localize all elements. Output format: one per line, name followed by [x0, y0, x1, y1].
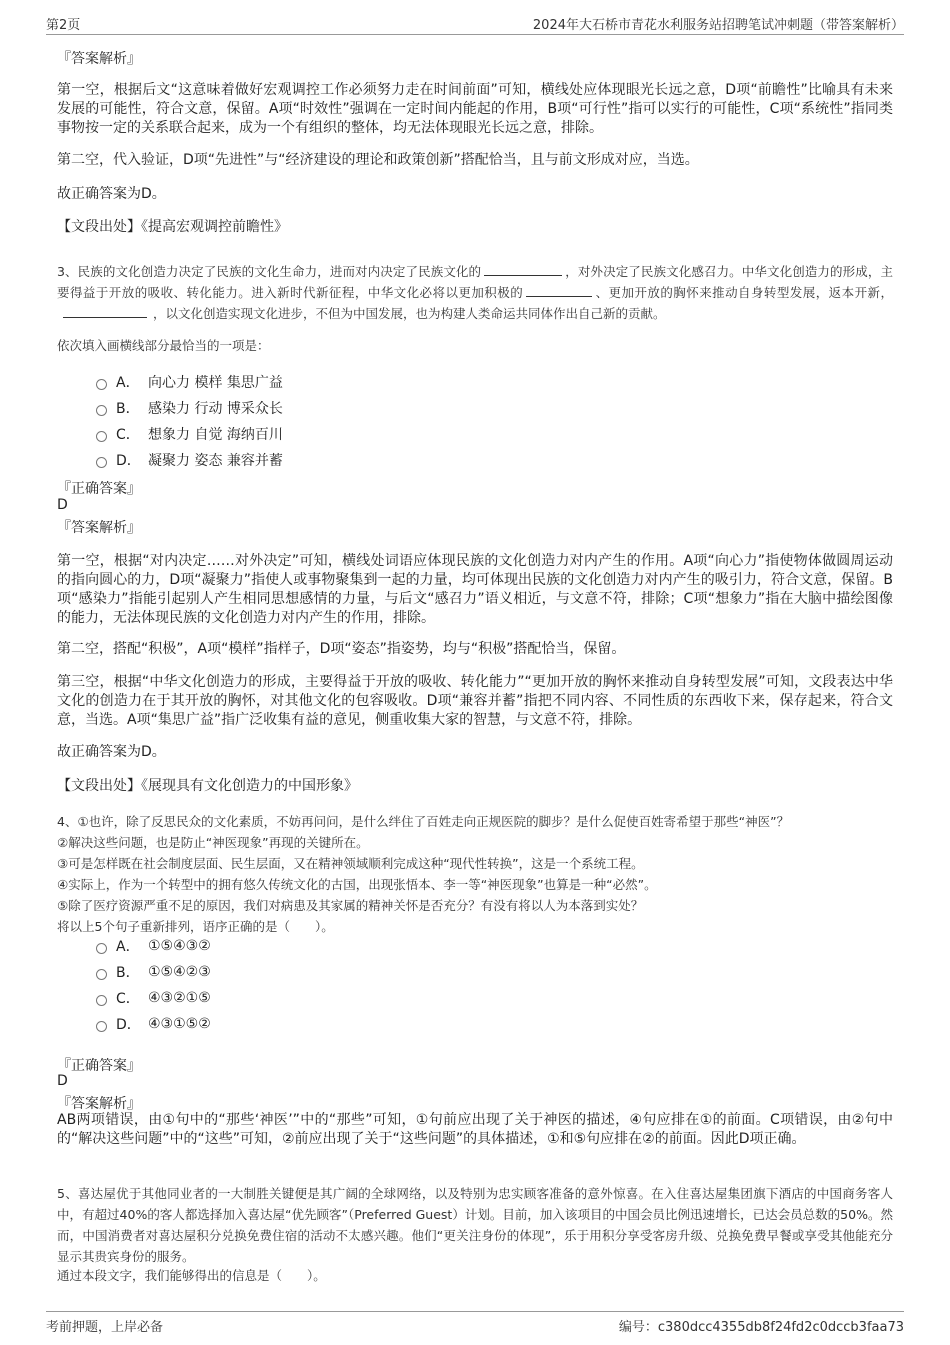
q3-answer: D: [57, 497, 68, 513]
q4-option-d[interactable]: D． ④③①⑤②: [96, 1014, 211, 1034]
blank-1: [484, 275, 562, 276]
q3-prompt: 依次填入画横线部分最恰当的一项是：: [57, 338, 270, 353]
q4-answer-label: 『正确答案』: [57, 1058, 141, 1074]
q4-option-c[interactable]: C． ④③②①⑤: [96, 988, 211, 1008]
q3-answer-label: 『正确答案』: [57, 481, 141, 497]
q3-option-b[interactable]: B． 感染力 行动 博采众长: [96, 398, 283, 418]
q3-analysis-p2: 第二空，搭配“积极”，A项“模样”指样子，D项“姿态”指姿势，均与“积极”搭配恰当，保留。: [57, 641, 626, 657]
q3-analysis-p1: 第一空，根据“对内决定……对外决定”可知，横线处词语应体现民族的文化创造力对内产生的作用。A项“向心力”指使物体做圆周运动的指向圆心的力，D项“凝聚力”指使人或事物聚集到一起的力量，均可体现出民族的文化创造力对内产生的吸引力，符合文意，保留。B项“感染力”指能引起别人产生相同思想感情的力量，与后文“感召力”语义相近，与文意不符，排除；C项“想象力”指在大脑中描绘图像的能力，无法体现民族的文化创造力对内产生的作用，排除。: [57, 553, 893, 626]
q2-analysis-p1: 第一空，根据后文“这意味着做好宏观调控工作必须努力走在时间前面”可知，横线处应体现眼光长远之意，D项“前瞻性”比喻具有未来发展的可能性，符合文意，保留。A项“时效性”强调在一定时间内能起的作用，B项“可行性”指可以实行的可能性，C项“系统性”指同类事物按一定的关系联合起来，成为一个有组织的整体，均无法体现眼光长远之意，排除。: [57, 82, 893, 136]
q4-analysis-label: 『答案解析』: [57, 1096, 141, 1112]
q3-analysis-p4: 故正确答案为D。: [57, 744, 166, 760]
blank-2: [526, 296, 592, 297]
q3-option-c[interactable]: C． 想象力 自觉 海纳百川: [96, 424, 283, 444]
q3-stem: 3、民族的文化创造力决定了民族的文化生命力，进而对内决定了民族文化的 ，对外决定了民族文化感召力。中华文化创造力的形成，主要得益于开放的吸收、转化能力。进入新时代新征程，中华文化必将以更加积极的 、更加开放的胸怀来推动自身转型发展，返本开新，，以文化创造实现文化进步，不但为中国发展，也为构建人类命运共同体作出自己新的贡献。: [57, 264, 893, 321]
radio-icon[interactable]: [96, 379, 107, 390]
q3-option-d[interactable]: D． 凝聚力 姿态 兼容并蓄: [96, 450, 283, 470]
page-header: [46, 12, 904, 35]
radio-icon[interactable]: [96, 995, 107, 1006]
blank-3: [63, 317, 147, 318]
q5-stem: 5、喜达屋优于其他同业者的一大制胜关键便是其广阔的全球网络，以及特别为忠实顾客准备的意外惊喜。在入住喜达屋集团旗下酒店的中国商务客人中，有超过40%的客人都选择加入喜达屋“优先顾客”（Preferred Guest）计划。目前，加入该项目的中国会员比例迅速增长，已达会员总数的50%。然而，中国消费者对喜达屋积分兑换免费住宿的活动不太感兴趣。他们“更关注身份的体现”，乐于用积分享受客房升级、兑换免费早餐或享受其他能充分显示其贵宾身份的服务。: [57, 1186, 893, 1264]
q2-analysis-p2: 第二空，代入验证，D项“先进性”与“经济建设的理论和政策创新”搭配恰当，且与前文形成对应，当选。: [57, 152, 699, 168]
q3-analysis-p3: 第三空，根据“中华文化创造力的形成，主要得益于开放的吸收、转化能力”“更加开放的胸怀来推动自身转型发展”可知，文段表达中华文化的创造力在于其开放的胸怀，对其他文化的包容吸收。D项“兼容并蓄”指把不同内容、不同性质的东西收下来，保存起来，符合文意，当选。A项“集思广益”指广泛收集有益的意见，侧重收集大家的智慧，与文意不符，排除。: [57, 674, 893, 728]
q4-analysis: AB两项错误，由①句中的“那些‘神医’”中的“那些”可知，①句前应出现了关于神医的描述，④句应排在①的前面。C项错误，由②句中的“解决这些问题”中的“这些”可知，②前应出现了关于“这些问题”的具体描述，①和⑤句应排在②的前面。因此D项正确。: [57, 1112, 893, 1147]
radio-icon[interactable]: [96, 943, 107, 954]
radio-icon[interactable]: [96, 405, 107, 416]
radio-icon[interactable]: [96, 969, 107, 980]
document-title: 2024年大石桥市青花水利服务站招聘笔试冲刺题（带答案解析）: [532, 18, 904, 33]
page-footer: [46, 1311, 904, 1334]
q3-option-a[interactable]: A． 向心力 模样 集思广益: [96, 372, 283, 392]
q3-source: 【文段出处】《展现具有文化创造力的中国形象》: [57, 778, 358, 794]
q4-option-b[interactable]: B． ①⑤④②③: [96, 962, 211, 982]
radio-icon[interactable]: [96, 431, 107, 442]
radio-icon[interactable]: [96, 457, 107, 468]
radio-icon[interactable]: [96, 1021, 107, 1032]
q5-prompt: 通过本段文字，我们能够得出的信息是（ ）。: [57, 1268, 326, 1283]
footer-slogan: 考前押题，上岸必备: [46, 1320, 164, 1335]
document-code: 编号：c380dcc4355db8f24fd2c0dccb3faa73: [618, 1320, 904, 1335]
q4-answer: D: [57, 1073, 68, 1089]
q4-option-a[interactable]: A． ①⑤④③②: [96, 936, 211, 956]
q3-analysis-label: 『答案解析』: [57, 520, 141, 536]
q2-source: 【文段出处】《提高宏观调控前瞻性》: [57, 219, 288, 235]
q4-stem: 4、①也许，除了反思民众的文化素质，不妨再问问，是什么绊住了百姓走向正规医院的脚步？是什么促使百姓寄希望于那些“神医”？ ②解决这些问题，也是防止“神医现象”再现的关键所在。 ③可是怎样既在社会制度层面、民生层面，又在精神领域顺利完成这种“现代性转换”，这是一个系统工程。 ④实际上，作为一个转型中的拥有悠久传统文化的古国，出现张悟本、李一等“神医现象”也算是一种“必然”。 ⑤除了医疗资源严重不足的原因，我们对病患及其家属的精神关怀是否充分？有没有将以人为本落到实处？ 将以上5个句子重新排列，语序正确的是（ ）。: [57, 814, 790, 934]
page-number: 第2页: [46, 18, 81, 33]
q2-analysis-p3: 故正确答案为D。: [57, 186, 166, 202]
q2-analysis-label: 『答案解析』: [57, 51, 141, 67]
